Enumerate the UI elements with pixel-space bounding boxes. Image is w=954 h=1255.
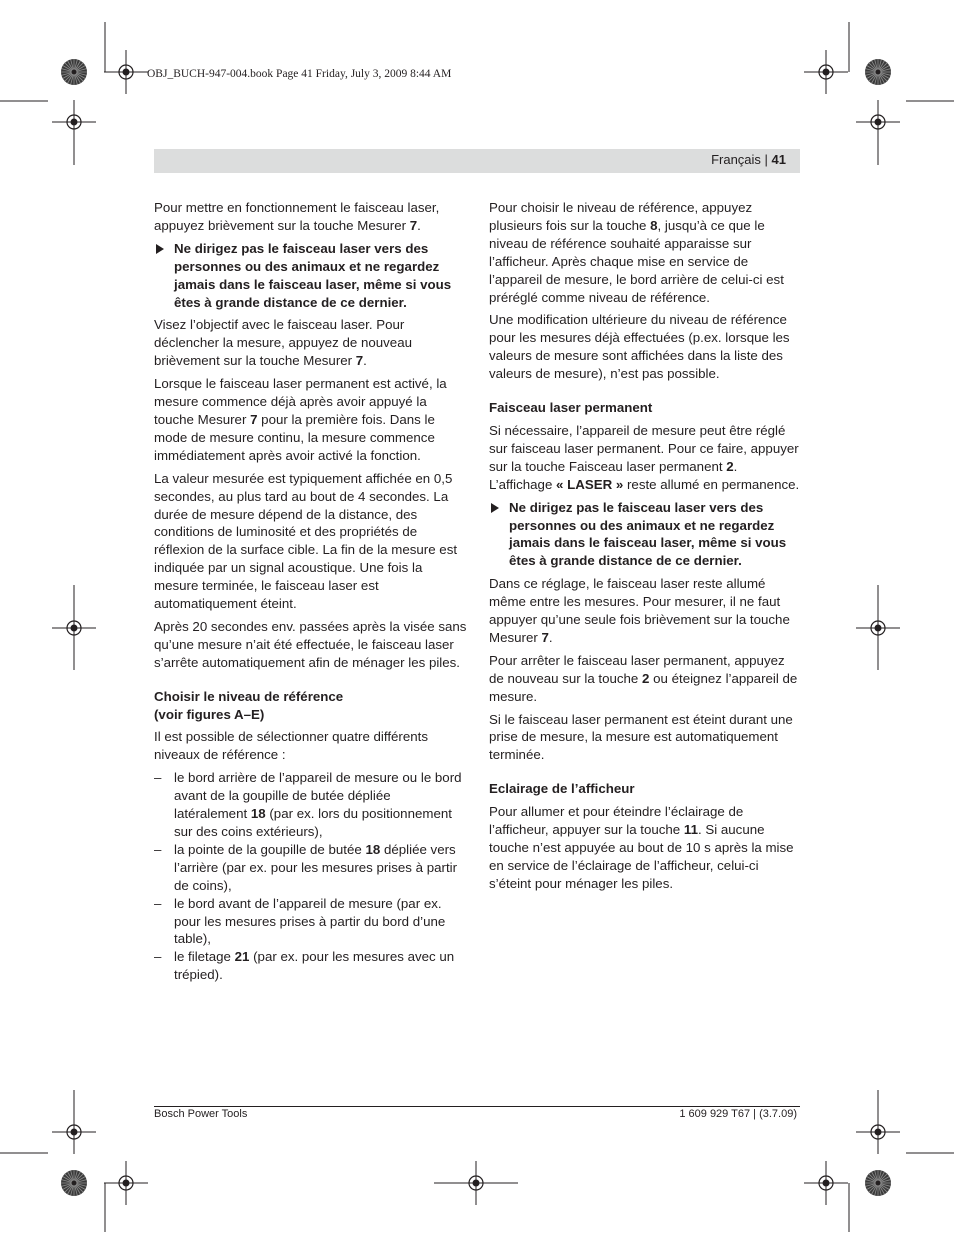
- warning-triangle-icon: [491, 503, 499, 513]
- ref-number: 2: [726, 458, 734, 474]
- text: Pour arrêter le faisceau laser permanent, appuyez de nouveau sur la touche: [489, 652, 785, 686]
- paragraph: [489, 652, 802, 706]
- registration-target-icon: [52, 606, 96, 650]
- text: Lorsque le faisceau laser permanent est activé, la mesure commence déjà après avoir appuyé la touche Mesurer: [154, 376, 447, 427]
- ref-number: 21: [234, 949, 250, 965]
- registration-target-icon: [52, 1110, 96, 1154]
- registration-target-icon: [856, 1110, 900, 1154]
- paragraph: Une modification ultérieure du niveau de référence pour les mesures déjà effectuées (p.ex. lorsque les valeurs de mesure sont affichées dans la liste des valeurs de mesure), n’est pas possible.: [489, 312, 790, 382]
- reference-level-list: [154, 769, 467, 984]
- paragraph: [154, 375, 467, 465]
- color-bar-starburst-icon: [61, 1170, 87, 1196]
- registration-target-icon: [856, 606, 900, 650]
- text: , jusqu’à ce que le niveau de référence souhaité apparaisse sur l’afficheur. Après chaque mise en service de l’appareil de mesure, le bord arrière de celui-ci est préréglé comme niveau de référence.: [489, 217, 784, 305]
- text: le filetage: [174, 949, 235, 965]
- footer-rule: [154, 1106, 800, 1107]
- ref-number: 7: [355, 353, 364, 369]
- dash-bullet: –: [154, 949, 162, 965]
- color-bar-starburst-icon: [865, 59, 891, 85]
- registration-target-icon: [104, 1161, 148, 1205]
- paragraph: Après 20 secondes env. passées après la visée sans qu’une mesure n’ait été effectuée, le faisceau laser s’arrête automatiquement afin de ménager les piles.: [154, 618, 467, 670]
- registration-target-icon: [104, 50, 148, 94]
- text: dépliée vers l’arrière (par ex. pour les mesures prises à partir de coins),: [174, 841, 458, 893]
- text: .: [417, 217, 421, 233]
- warning-triangle-icon: [156, 244, 164, 254]
- page-number: 41: [771, 152, 786, 167]
- dash-bullet: –: [154, 841, 162, 857]
- text: reste allumé en permanence.: [623, 476, 800, 492]
- header-text: [711, 152, 786, 167]
- warning-text: Ne dirigez pas le faisceau laser vers des personnes ou des animaux et ne regardez jamais dans le faisceau laser, même si vous êtes à grande distance de ce dernier.: [509, 499, 787, 569]
- heading-line: Choisir le niveau de référence: [154, 688, 344, 704]
- paragraph: [489, 803, 802, 893]
- text: le bord avant de l’appareil de mesure (par ex. pour les mesures prises à partir du bord d’une table),: [174, 895, 446, 947]
- text: (par ex. lors du positionnement sur des coins extérieurs),: [174, 806, 452, 839]
- ref-number: 18: [365, 841, 381, 857]
- ref-number: 7: [409, 217, 418, 233]
- footer-publisher: Bosch Power Tools: [154, 1108, 248, 1120]
- text: . L’affichage: [489, 458, 738, 492]
- book-slug: OBJ_BUCH-947-004.book Page 41 Friday, July 3, 2009 8:44 AM: [147, 68, 452, 80]
- paragraph: [154, 316, 467, 370]
- text: Si nécessaire, l’appareil de mesure peut être réglé sur faisceau laser permanent. Pour ce faire, appuyer sur la touche Faisceau laser permanent: [489, 422, 799, 474]
- text: .: [363, 353, 367, 369]
- safety-warning: [154, 240, 467, 312]
- ref-number: 18: [250, 806, 266, 822]
- header-language: Français: [711, 152, 761, 167]
- text: Visez l’objectif avec le faisceau laser. Pour déclencher la mesure, appuyez de nouveau brièvement sur la touche Mesurer: [154, 317, 412, 369]
- text: Pour choisir le niveau de référence, appuyez plusieurs fois sur la touche: [489, 200, 753, 233]
- section-heading: Eclairage de l’afficheur: [489, 781, 635, 797]
- text: (par ex. pour les mesures avec un trépied).: [174, 949, 455, 983]
- section-heading: Faisceau laser permanent: [489, 400, 653, 416]
- color-bar-starburst-icon: [865, 1170, 891, 1196]
- color-bar-starburst-icon: [61, 59, 87, 85]
- safety-warning: [489, 499, 802, 571]
- right-column: [489, 199, 802, 898]
- dash-bullet: –: [154, 895, 162, 911]
- left-column: [154, 199, 467, 984]
- registration-target-icon: [804, 50, 848, 94]
- list-item: [154, 895, 467, 949]
- paragraph: Il est possible de sélectionner quatre différents niveaux de référence :: [154, 729, 428, 763]
- paragraph: [489, 422, 802, 494]
- ref-number: 7: [250, 411, 258, 427]
- registration-target-icon: [52, 100, 96, 144]
- text: le bord arrière de l’appareil de mesure ou le bord avant de la goupille de butée dépliée latéralement: [174, 770, 462, 822]
- paragraph: [489, 575, 802, 647]
- footer-document-id: 1 609 929 T67 | (3.7.09): [679, 1108, 797, 1120]
- ref-number: 8: [650, 217, 658, 233]
- text: Dans ce réglage, le faisceau laser reste allumé même entre les mesures. Pour mesurer, il ne faut appuyer qu’une seule fois brièvement sur la touche Mesurer: [489, 576, 790, 645]
- ref-number: 11: [683, 822, 698, 838]
- ref-number: 7: [541, 629, 549, 645]
- text: ou éteignez l’appareil de mesure.: [489, 670, 798, 704]
- text: Pour allumer et pour éteindre l’éclairage de l’afficheur, appuyer sur la touche: [489, 804, 744, 838]
- paragraph: Si le faisceau laser permanent est éteint durant une prise de mesure, la mesure est automatiquement terminée.: [489, 711, 793, 763]
- paragraph: [154, 199, 467, 235]
- text: la pointe de la goupille de butée: [174, 841, 366, 857]
- registration-target-icon: [856, 100, 900, 144]
- text: .: [548, 629, 553, 645]
- display-indicator: « LASER »: [556, 476, 624, 492]
- warning-text: Ne dirigez pas le faisceau laser vers des personnes ou des animaux et ne regardez jamais dans le faisceau laser, même si vous êtes à grande distance de ce dernier.: [174, 240, 452, 310]
- page-header: [154, 149, 800, 173]
- text: pour la première fois. Dans le mode de mesure continu, la mesure commence immédiatement après avoir activé la fonction.: [154, 411, 435, 463]
- heading-line: (voir figures A–E): [154, 706, 265, 722]
- paragraph: La valeur mesurée est typiquement affichée en 0,5 secondes, au plus tard au bout de 4 secondes. La durée de mesure dépend de la distance, des conditions de luminosité et des propriétés de réflexion de la surface cible. La fin de la mesure est indiquée par un signal acoustique. Une fois la mesure terminée, le faisceau laser est automatiquement éteint.: [154, 470, 458, 612]
- list-item: [154, 948, 467, 984]
- paragraph: [489, 199, 802, 306]
- header-separator: |: [760, 152, 772, 167]
- ref-number: 2: [642, 670, 650, 686]
- registration-target-icon: [804, 1161, 848, 1205]
- text: Pour mettre en fonctionnement le faisceau laser, appuyez brièvement sur la touche Mesurer: [154, 200, 440, 233]
- text: . Si aucune touche n’est appuyée au bout de 10 s après la mise en service de l’éclairage de l’afficheur, celui-ci s’éteint pour ménager les piles.: [489, 822, 794, 891]
- registration-target-icon: [454, 1161, 498, 1205]
- dash-bullet: –: [154, 770, 162, 786]
- list-item: [154, 769, 467, 841]
- section-heading: [154, 688, 467, 724]
- list-item: [154, 841, 467, 895]
